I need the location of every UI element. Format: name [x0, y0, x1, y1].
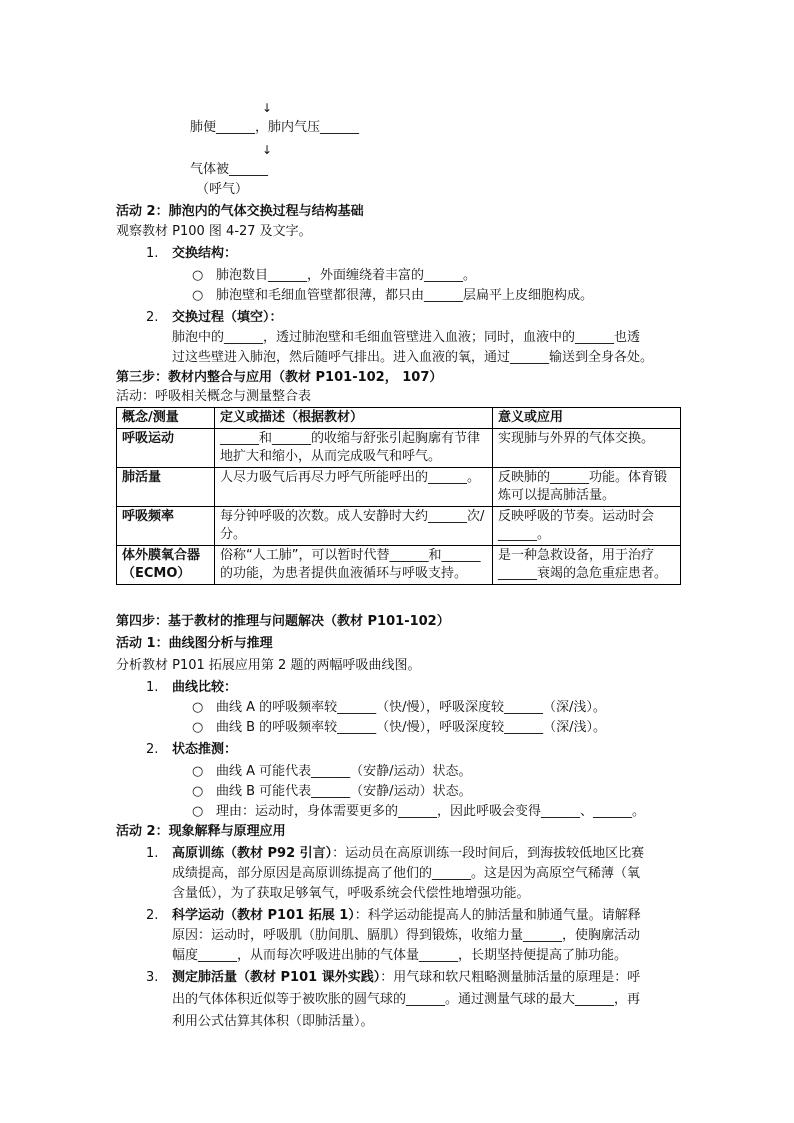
circle-bullet-icon: ○	[192, 764, 204, 779]
item-number: 1.	[146, 846, 159, 861]
item-number: 1.	[146, 680, 159, 695]
table-row	[117, 468, 681, 507]
table-cell-concept: 呼吸运动	[117, 429, 215, 468]
bullet-line	[192, 762, 472, 782]
table-cell-description: 俗称“人工肺”，可以暂时代替______和______的功能，为患者提供血液循环与呼吸支持。	[215, 546, 493, 585]
bullet-text: 曲线 A 的呼吸频率较______（快/慢），呼吸深度较______（深/浅）。	[216, 700, 606, 715]
item-number: 3.	[146, 970, 159, 985]
table-cell-description: ______和______的收缩与舒张引起胸廓有节律地扩大和缩小，从而完成吸气和呼气。	[215, 429, 493, 468]
step-3-title: 第三步：教材内整合与应用（教材 P101-102， 107）	[116, 370, 443, 385]
paragraph-line: 含量低），为了获取足够氧气，呼吸系统会代偿性地增强功能。	[172, 886, 530, 901]
bullet-line	[192, 782, 472, 802]
down-arrow-icon: ↓	[262, 101, 273, 115]
item-text: ：科学运动能提高人的肺活量和肺通气量。请解释	[354, 908, 641, 923]
flow-line-exhale: （呼气）	[196, 182, 249, 197]
step-4-title: 第四步：基于教材的推理与问题解决（教材 P101-102）	[116, 614, 450, 629]
bullet-line	[192, 718, 606, 738]
table-cell-application: 实现肺与外界的气体交换。	[493, 429, 681, 468]
table-row	[117, 507, 681, 546]
flow-line-lung-pressure: 肺便______，肺内气压______	[190, 120, 360, 135]
table-row	[117, 546, 681, 585]
table-cell-concept: 体外膜氧合器（ECMO）	[117, 546, 215, 585]
item-state-inference	[146, 740, 237, 760]
table-cell-application: 反映呼吸的节奏。运动时会______。	[493, 507, 681, 546]
item-title: 测定肺活量（教材 P101 课外实践）	[172, 970, 381, 985]
step-3-subtitle: 活动：呼吸相关概念与测量整合表	[116, 389, 312, 404]
paragraph-line: 幅度______，从而每次呼吸进出肺的气体量______，长期坚持便提高了肺功能。	[172, 948, 628, 963]
item-vital-capacity	[146, 968, 640, 988]
item-title: 交换结构：	[172, 246, 238, 261]
table-cell-description: 每分钟呼吸的次数。成人安静时大约______次/分。	[215, 507, 493, 546]
table-cell-application: 反映肺的______功能。体育锻炼可以提高肺活量。	[493, 468, 681, 507]
item-number: 2.	[146, 908, 159, 923]
item-exchange-structure	[146, 244, 237, 264]
paragraph-line: 原因：运动时，呼吸肌（肋间肌、膈肌）得到锻炼，收缩力量______，使胸廓活动	[172, 928, 641, 943]
item-title: 科学运动（教材 P101 拓展 1）	[172, 908, 355, 923]
bullet-text: 曲线 B 的呼吸频率较______（快/慢），呼吸深度较______（深/浅）。	[216, 720, 606, 735]
bullet-line	[192, 802, 645, 822]
activity-2-title: 活动 2：肺泡内的气体交换过程与结构基础	[116, 204, 364, 219]
column-header: 概念/测量	[117, 408, 215, 429]
concept-table	[116, 407, 681, 585]
column-header: 定义或描述（根据教材）	[215, 408, 493, 429]
table-cell-concept: 肺活量	[117, 468, 215, 507]
bullet-text: 曲线 A 可能代表______（安静/运动）状态。	[216, 764, 472, 779]
item-title: 曲线比较：	[172, 680, 238, 695]
item-title: 状态推测：	[172, 742, 238, 757]
column-header: 意义或应用	[493, 408, 681, 429]
item-plateau-training	[146, 844, 644, 864]
circle-bullet-icon: ○	[192, 700, 204, 715]
item-curve-compare	[146, 678, 237, 698]
activity-2b-title: 活动 2：现象解释与原理应用	[116, 824, 286, 839]
item-number: 1.	[146, 246, 159, 261]
item-exchange-process	[146, 308, 283, 328]
bullet-line	[192, 286, 593, 306]
bullet-text: 理由：运动时，身体需要更多的______，因此呼吸会变得______、______。	[216, 804, 646, 819]
flow-line-gas: 气体被______	[190, 162, 269, 177]
activity-1-intro: 分析教材 P101 拓展应用第 2 题的两幅呼吸曲线图。	[116, 658, 421, 673]
paragraph-line: 出的气体体积近似等于被吹胀的圆气球的______。通过测量气球的最大______，再	[172, 992, 641, 1007]
table-header-row	[117, 408, 681, 429]
paragraph-line: 肺泡中的______，透过肺泡壁和毛细血管壁进入血液；同时，血液中的______也透	[172, 330, 641, 345]
bullet-text: 曲线 B 可能代表______（安静/运动）状态。	[216, 784, 472, 799]
table-cell-application: 是一种急救设备，用于治疗______衰竭的急危重症患者。	[493, 546, 681, 585]
table-row	[117, 429, 681, 468]
paragraph-line: 成绩提高，部分原因是高原训练提高了他们的______。这是因为高原空气稀薄（氧	[172, 866, 641, 881]
item-title: 交换过程（填空）：	[172, 310, 283, 325]
circle-bullet-icon: ○	[192, 804, 204, 819]
down-arrow-icon: ↓	[262, 143, 273, 157]
circle-bullet-icon: ○	[192, 720, 204, 735]
circle-bullet-icon: ○	[192, 268, 204, 283]
table-cell-concept: 呼吸频率	[117, 507, 215, 546]
bullet-line	[192, 266, 476, 286]
bullet-line	[192, 698, 606, 718]
paragraph-line: 过这些壁进入肺泡，然后随呼气排出。进入血液的氧，通过______输送到全身各处。	[172, 350, 654, 365]
activity-1-title: 活动 1：曲线图分析与推理	[116, 636, 273, 651]
item-number: 2.	[146, 742, 159, 757]
bullet-text: 肺泡数目______，外面缠绕着丰富的______。	[216, 268, 477, 283]
circle-bullet-icon: ○	[192, 288, 204, 303]
paragraph-line: 利用公式估算其体积（即肺活量）。	[172, 1014, 374, 1029]
item-text: ：用气球和软尺粗略测量肺活量的原理是：呼	[380, 970, 641, 985]
item-scientific-exercise	[146, 906, 641, 926]
bullet-text: 肺泡壁和毛细血管壁都很薄，都只由______层扁平上皮细胞构成。	[216, 288, 594, 303]
item-text: ：运动员在高原训练一段时间后，到海拔较低地区比赛	[332, 846, 645, 861]
circle-bullet-icon: ○	[192, 784, 204, 799]
item-title: 高原训练（教材 P92 引言）	[172, 846, 333, 861]
activity-2-intro: 观察教材 P100 图 4-27 及文字。	[116, 224, 312, 239]
table-cell-description: 人尽力吸气后再尽力呼气所能呼出的______。	[215, 468, 493, 507]
item-number: 2.	[146, 310, 159, 325]
